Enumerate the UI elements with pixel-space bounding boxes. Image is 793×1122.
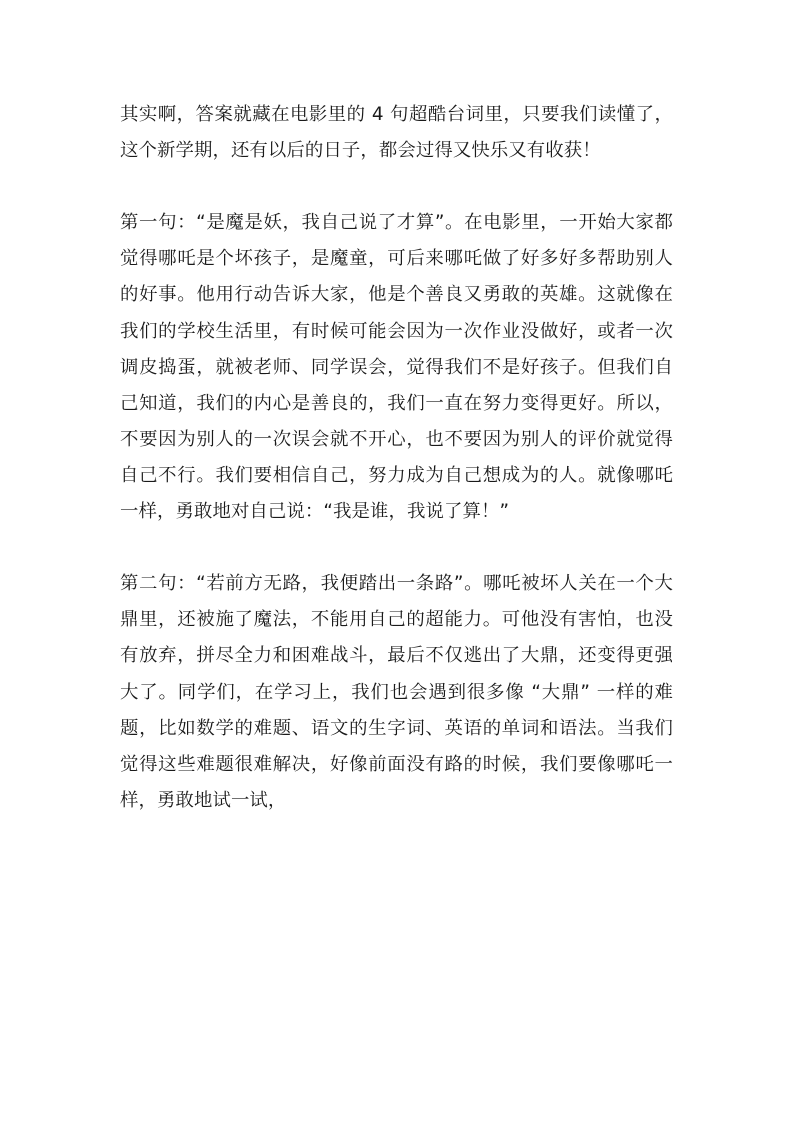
paragraph-second-quote: 第二句：“若前方无路，我便踏出一条路”。哪吒被坏人关在一个大鼎里，还被施了魔法，不能用自己的超能力。可他没有害怕，也没有放弃，拼尽全力和困难战斗，最后不仅逃出了大鼎，还变得更强大了。同学们，在学习上，我们也会遇到很多像 “大鼎” 一样的难题，比如数学的难题、语文的生字词、英语的单词和语法。当我们觉得这些难题很难解决，好像前面没有路的时候，我们要像哪吒一样，勇敢地试一试， <box>120 573 673 811</box>
document-body <box>120 97 673 819</box>
paragraph-first-quote: 第一句：“是魔是妖，我自己说了才算”。在电影里，一开始大家都觉得哪吒是个坏孩子，是魔童，可后来哪吒做了好多好多帮助别人的好事。他用行动告诉大家，他是个善良又勇敢的英雄。这就像在我们的学校生活里，有时候可能会因为一次作业没做好，或者一次调皮捣蛋，就被老师、同学误会，觉得我们不是好孩子。但我们自己知道，我们的内心是善良的，我们一直在努力变得更好。所以，不要因为别人的一次误会就不开心，也不要因为别人的评价就觉得自己不行。我们要相信自己，努力成为自己想成为的人。就像哪吒一样，勇敢地对自己说：“我是谁，我说了算！” <box>120 212 673 523</box>
paragraph-intro: 其实啊，答案就藏在电影里的 4 句超酷台词里，只要我们读懂了，这个新学期，还有以后的日子，都会过得又快乐又有收获！ <box>120 104 673 162</box>
